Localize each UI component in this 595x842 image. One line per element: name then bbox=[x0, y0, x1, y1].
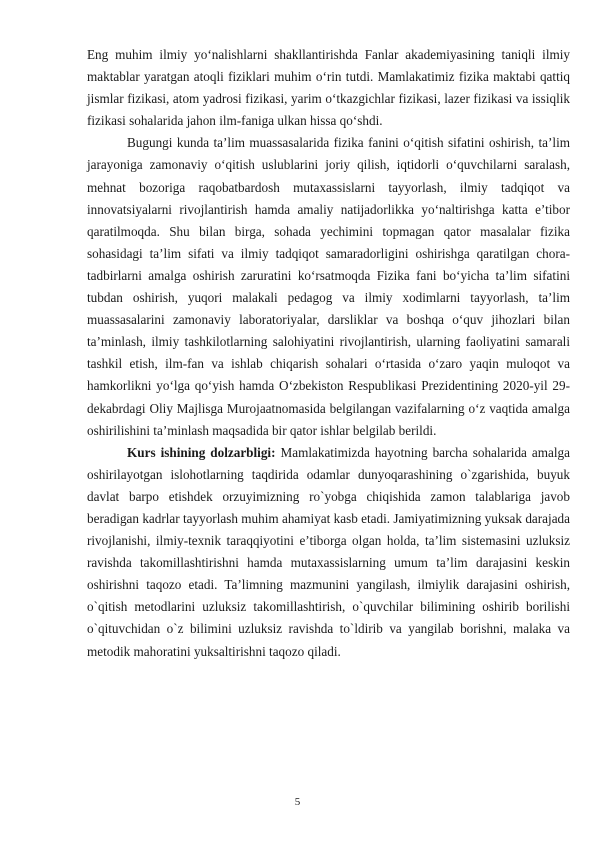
page-number: 5 bbox=[294, 796, 301, 808]
paragraph-education-quality: Bugungi kunda ta’lim muassasalarida fizika fanini o‘qitish sifatini oshirish, ta’lim jarayoniga zamonaviy o‘qitish uslublarini joriy qilish, iqtidorli o‘quvchilarni saralash, mehnat bozoriga raqobatbardosh mutaxassislarni tayyorlash, ilmiy tadqiqot va innovatsiyalarni rivojlantirish hamda amaliy natijadorlikka yo‘naltirishga katta e’tibor qaratilmoqda. Shu bilan birga, sohada yechimini topmagan qator masalalar fizika sohasidagi ta’lim sifati va ilmiy tadqiqot samaradorligini oshirishga qaratilgan chora-tadbirlarni amalga oshirish zaruratini ko‘rsatmoqda Fizika fani bo‘yicha ta’lim sifatini tubdan oshirish, yuqori malakali pedagog va ilmiy xodimlarni tayyorlash, ta’lim muassasalarini zamonaviy laboratoriyalar, darsliklar va boshqa o‘quv jihozlari bilan ta’minlash, ilmiy tashkilotlarning salohiyatini rivojlantirish, ularning faoliyatini samarali tashkil etish, ilm-fan va ishlab chiqarish sohalari o‘rtasida o‘zaro yaqin muloqot va hamkorlikni yo‘lga qo‘yish hamda O‘zbekiston Respublikasi Prezidentining 2020-yil 29-dekabrdagi Oliy Majlisga Murojaatnomasida belgilangan vazifalarning o‘z vaqtida amalga oshirilishini ta’minlash maqsadida bir qator ishlar belgilab berildi. bbox=[87, 135, 570, 438]
document-body bbox=[87, 44, 570, 663]
paragraph-intro: Eng muhim ilmiy yo‘nalishlarni shakllantirishda Fanlar akademiyasining taniqli ilmiy maktablar yaratgan atoqli fiziklari muhim o‘rin tutdi. Mamlakatimiz fizika maktabi qattiq jismlar fizikasi, atom yadrosi fizikasi, yarim o‘tkazgichlar fizikasi, lazer fizikasi va issiqlik fizikasi sohalarida jahon ilm-faniga ulkan hissa qo‘shdi. bbox=[87, 47, 570, 129]
paragraph-relevance bbox=[87, 442, 570, 663]
relevance-heading: Kurs ishining dolzarbligi: bbox=[127, 444, 276, 460]
relevance-text: Mamlakatimizda hayotning barcha sohalarida amalga oshirilayotgan islohotlarning taqdirida odamlar dunyoqarashining o`zgarishida, buyuk davlat barpo etishdek orzuyimizning ro`yobga chiqishida zamon talablariga javob beradigan kadrlar tayyorlash muhim ahamiyat kasb etadi. Jamiyatimizning yuksak darajada rivojlanishi, ilmiy-texnik taraqqiyotini e’tiborga olgan holda, ta’lim sistemasini uzluksiz ravishda takomillashtirishni hamda mutaxassislarning umum ta’lim darajasini keskin oshirishni taqozo etadi. Ta’limning mazmunini yangilash, ilmiylik darajasini oshirish, o`qitish metodlarini uzluksiz takomillashtirish, o`quvchilar bilimining oshirib borilishi o`qituvchidan o`z bilimini uzluksiz ravishda to`ldirib va yangilab borishni, malaka va metodik mahoratini yuksaltirishni taqozo qiladi. bbox=[87, 444, 570, 659]
